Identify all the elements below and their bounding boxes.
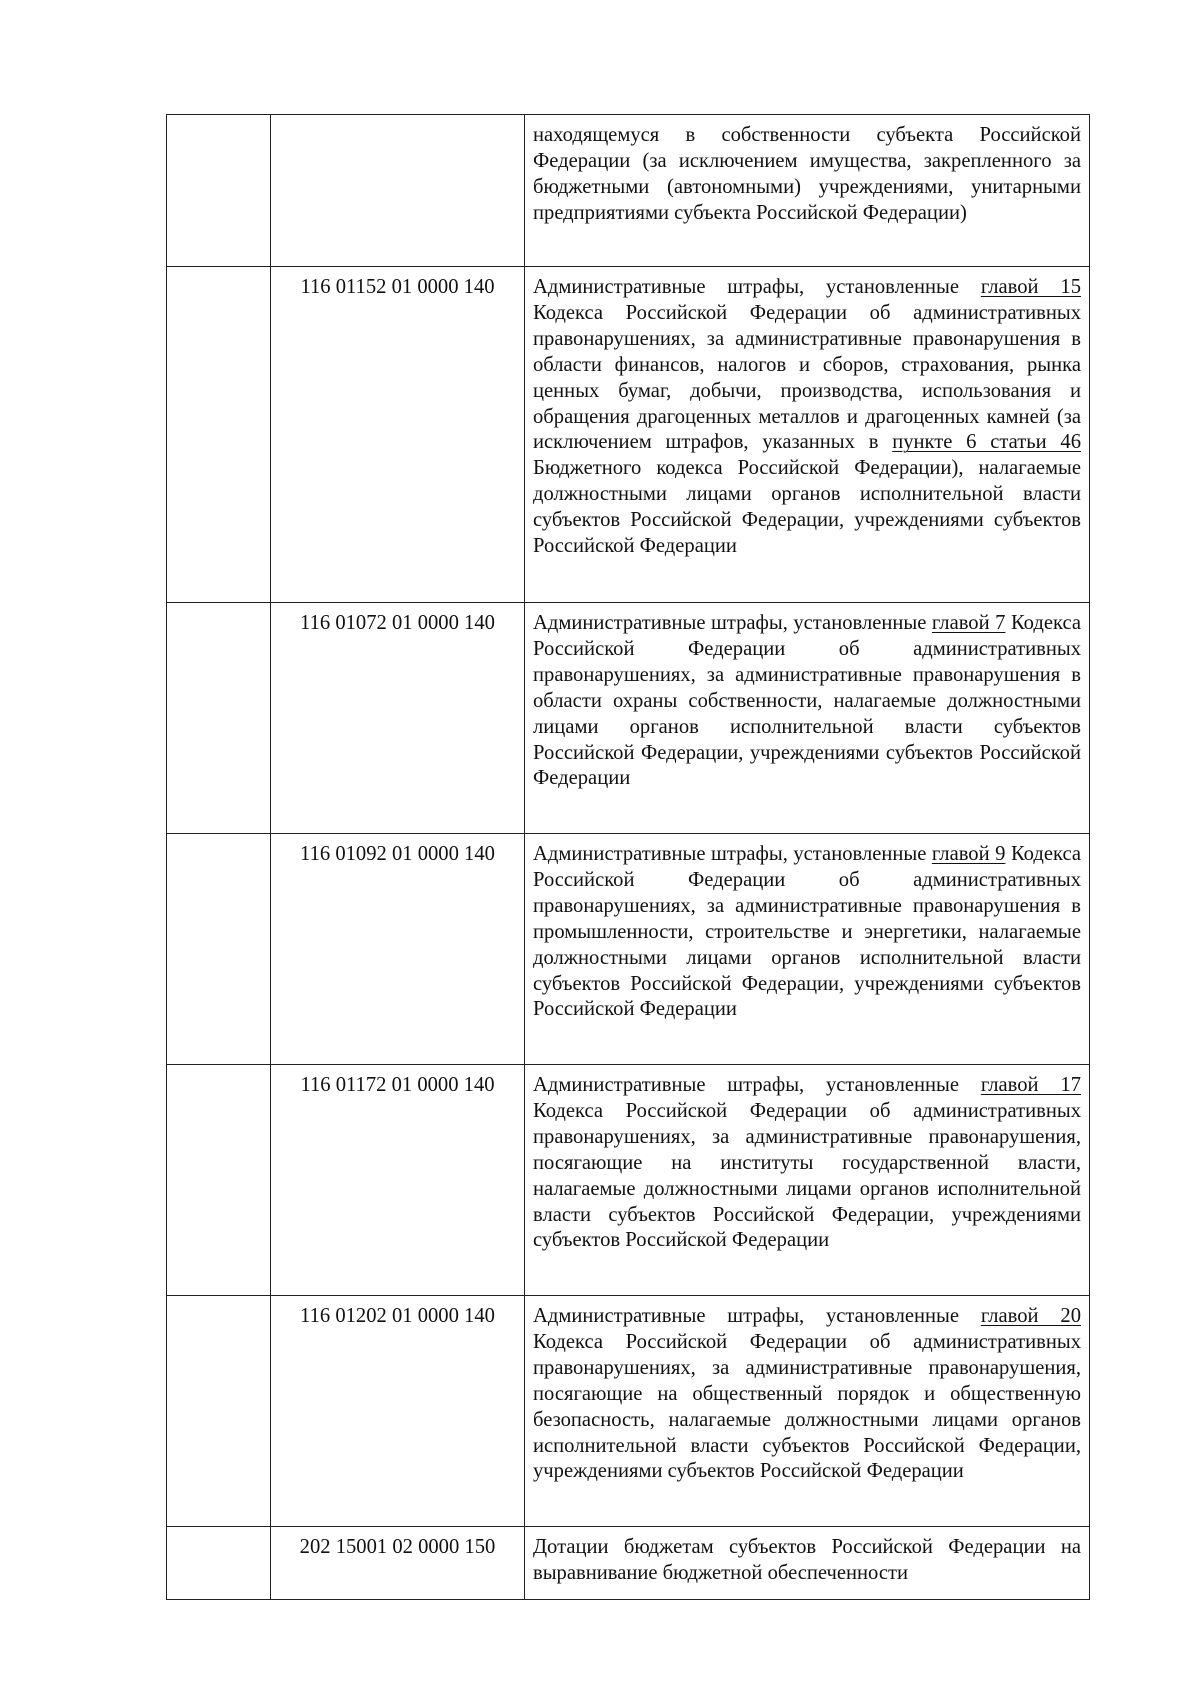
budget-code-cell: 116 01072 01 0000 140 (271, 603, 525, 834)
description-text: Бюджетного кодекса Российской Федерации), налагаемые должностными лицами органов исполнительной власти субъектов Российской Федерации, учреждениями субъектов Российской Федерации (533, 457, 1081, 558)
chapter-link[interactable]: главой 20 (980, 1305, 1081, 1327)
admin-code-cell (167, 1296, 271, 1527)
description-text: Административные штрафы, установленные (533, 1305, 981, 1327)
budget-code-cell (271, 115, 525, 267)
admin-code-cell (167, 1065, 271, 1296)
chapter-link[interactable]: главой 17 (980, 1074, 1081, 1096)
table-row (167, 1527, 1090, 1600)
description-cell (525, 603, 1090, 834)
admin-code-cell (167, 834, 271, 1065)
admin-code-cell (167, 267, 271, 603)
chapter-link[interactable]: главой 9 (931, 843, 1006, 865)
description-text: Кодекса Российской Федерации об административных правонарушениях, за административные правонарушения, посягающие на общественный порядок и общественную безопасность, налагаемые должностными лицами органов исполнительной власти субъектов Российской Федерации, учреждениями субъектов Российской Федерации (533, 1330, 1081, 1483)
budget-code-cell: 116 01172 01 0000 140 (271, 1065, 525, 1296)
admin-code-cell (167, 1527, 271, 1600)
description-text: Административные штрафы, установленные (533, 843, 932, 865)
budget-codes-table (166, 114, 1090, 1600)
admin-code-cell (167, 603, 271, 834)
admin-code-cell (167, 115, 271, 267)
table-row (167, 603, 1090, 834)
budget-code-cell: 116 01092 01 0000 140 (271, 834, 525, 1065)
chapter-link[interactable]: главой 7 (931, 612, 1006, 634)
description-cell (525, 115, 1090, 267)
budget-code-cell: 202 15001 02 0000 150 (271, 1527, 525, 1600)
description-text: находящемуся в собственности субъекта Российской Федерации (за исключением имущества, закрепленного за бюджетными (автономными) учреждениями, унитарными предприятиями субъекта Российской Федерации) (533, 124, 1081, 224)
description-cell (525, 1527, 1090, 1600)
description-text: Административные штрафы, установленные (533, 612, 932, 634)
description-text: Кодекса Российской Федерации об административных правонарушениях, за административные правонарушения в промышленности, строительстве и энергетики, налагаемые должностными лицами органов исполнительной власти субъектов Российской Федерации, учреждениями субъектов Российской Федерации (533, 843, 1081, 1021)
chapter-link[interactable]: главой 15 (980, 276, 1081, 298)
table-row (167, 115, 1090, 267)
description-text: Кодекса Российской Федерации об административных правонарушениях, за административные правонарушения в области финансов, налогов и сборов, страхования, рынка ценных бумаг, добычи, производства, использования и обращения драгоценных металлов и драгоценных камней (за исключением штрафов, указанных в (533, 301, 1081, 454)
table-row (167, 1065, 1090, 1296)
description-text: Кодекса Российской Федерации об административных правонарушениях, за административные правонарушения, посягающие на институты государственной власти, налагаемые должностными лицами органов исполнительной власти субъектов Российской Федерации, учреждениями субъектов Российской Федерации (533, 1099, 1081, 1252)
budget-code-cell: 116 01152 01 0000 140 (271, 267, 525, 603)
table-row (167, 1296, 1090, 1527)
table-row (167, 267, 1090, 603)
description-text: Административные штрафы, установленные (533, 1074, 981, 1096)
description-cell (525, 1065, 1090, 1296)
description-cell (525, 834, 1090, 1065)
description-text: Дотации бюджетам субъектов Российской Федерации на выравнивание бюджетной обеспеченности (533, 1536, 1081, 1584)
description-cell (525, 1296, 1090, 1527)
budget-code-cell: 116 01202 01 0000 140 (271, 1296, 525, 1527)
article-link[interactable]: пункте 6 статьи 46 (892, 431, 1081, 454)
description-text: Кодекса Российской Федерации об административных правонарушениях, за административные правонарушения в области охраны собственности, налагаемые должностными лицами органов исполнительной власти субъектов Российской Федерации, учреждениями субъектов Российской Федерации (533, 612, 1081, 790)
description-text: Административные штрафы, установленные (533, 276, 981, 298)
description-cell (525, 267, 1090, 603)
table-row (167, 834, 1090, 1065)
